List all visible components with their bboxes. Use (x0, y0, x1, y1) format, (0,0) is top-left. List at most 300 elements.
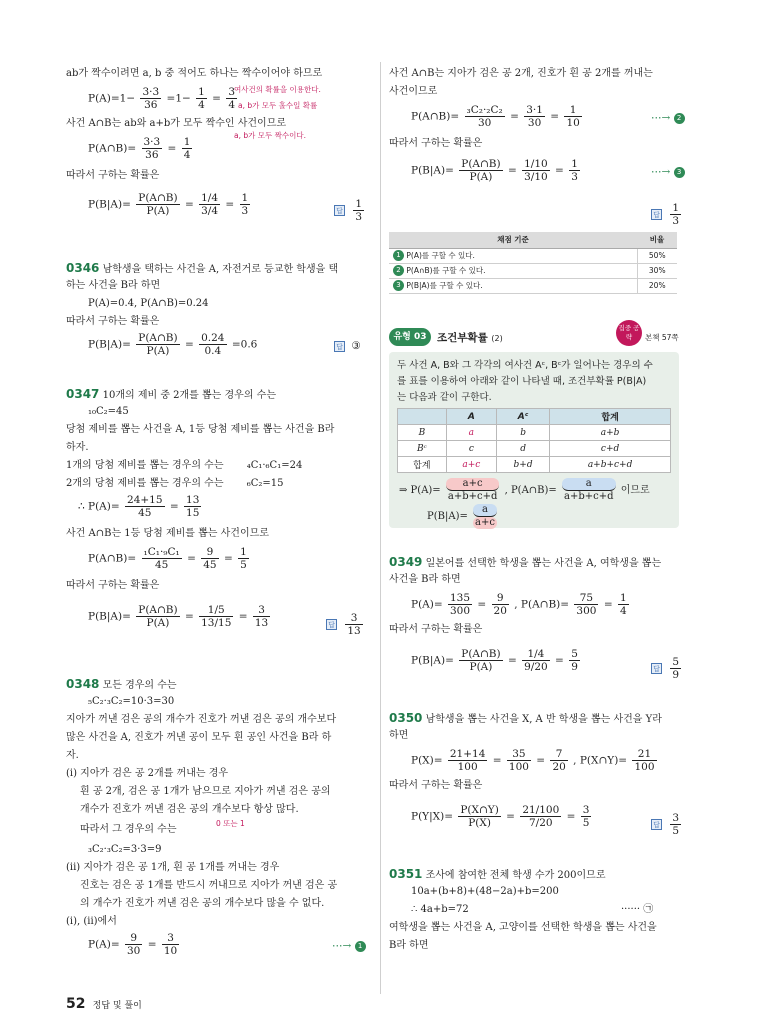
numerator: ₁C₁·₉C₁ (143, 546, 180, 558)
eq-text: = (212, 92, 221, 105)
fraction (142, 546, 182, 571)
fraction (353, 198, 364, 223)
eq-text: P(B|A)= (427, 511, 468, 522)
denominator: 20 (493, 605, 507, 617)
fraction (125, 932, 142, 957)
denominator: P(A) (146, 617, 170, 629)
condition-cell: a (446, 425, 496, 441)
fraction (574, 592, 598, 617)
denominator: 20 (552, 761, 566, 773)
numerator: P(A∩B) (461, 158, 501, 170)
numerator: 1 (564, 104, 581, 117)
text-line: ₃C₂·₃C₂=3·3=9 (88, 844, 162, 855)
text-line: 많은 사건을 A, 진호가 꺼낸 공이 모두 흰 공인 사건을 B라 하 (66, 732, 332, 743)
fraction (199, 604, 233, 629)
eq-text: =1− (166, 92, 191, 105)
numerator: a+c (446, 478, 500, 491)
denominator: a+b+c+d (564, 491, 614, 502)
type-title-sub: (2) (491, 334, 503, 343)
fraction (201, 546, 218, 571)
denominator: 100 (508, 761, 529, 773)
text-line: 사건 A∩B는 1등 당첨 제비를 뽑는 사건이므로 (66, 528, 269, 539)
step-number: 3 (674, 167, 685, 178)
grading-criteria (389, 278, 637, 293)
numerator: 1/4 (522, 648, 550, 661)
fraction (564, 104, 581, 129)
eq-text: = (555, 164, 564, 177)
denominator: 4 (183, 149, 191, 161)
answer-mark-icon: 답 (326, 619, 337, 630)
numerator: 3 (345, 612, 362, 625)
condition-header (398, 409, 671, 425)
denominator: 5 (582, 817, 590, 829)
eq-text: = (555, 654, 564, 667)
fraction (562, 478, 616, 503)
annotation-zero-or-one: 0 또는 1 (216, 819, 245, 828)
annotation-even: a, b가 모두 짝수이다. (234, 131, 306, 140)
grading-header (389, 232, 677, 248)
fraction (569, 648, 580, 673)
grading-ratio: 30% (637, 263, 677, 278)
text-line: 따라서 구하는 확률은 (66, 580, 160, 591)
denominator: 3 (241, 205, 249, 217)
type-badge: 유형 03 (389, 328, 431, 346)
eq-text: = (167, 142, 177, 155)
denominator: 4 (198, 99, 205, 111)
text-line: 따라서 구하는 확률은 (389, 780, 483, 791)
text-line: 흰 공 2개, 검은 공 1개가 남으므로 지아가 꺼낸 검은 공의 (80, 786, 331, 797)
text-line: 남학생을 뽑는 사건을 X, A 반 학생을 뽑는 사건을 Y라 (425, 714, 662, 725)
fraction (162, 932, 179, 957)
fraction (507, 748, 531, 773)
arrow-icon: ⋯→ (332, 940, 352, 952)
text-line: 따라서 그 경우의 수는 (80, 824, 177, 835)
denominator: 10 (566, 117, 580, 129)
equation-0347-pba (88, 604, 272, 629)
denominator: 100 (457, 761, 478, 773)
eq-text: ⇒ P(A)= (399, 485, 441, 496)
answer-mark-icon: 답 (651, 819, 662, 830)
grading-row (389, 263, 677, 278)
eq-text: P(A)= (88, 938, 120, 951)
condition-cell: d (496, 441, 549, 457)
question-0351 (389, 866, 605, 884)
denominator: 15 (186, 507, 200, 519)
equation-r-pab (411, 104, 584, 129)
denominator: 300 (449, 605, 471, 617)
text-line: 사건이므로 (389, 86, 438, 97)
denominator: 30 (527, 117, 542, 129)
arrow-icon: ⋯→ (651, 112, 671, 124)
denominator: a+b+c+d (447, 491, 498, 502)
denominator: 0.4 (204, 345, 222, 357)
equation-pa (88, 86, 239, 111)
eq-text: = (184, 610, 194, 623)
answer-mark-icon: 답 (651, 663, 662, 674)
question-0350 (389, 710, 662, 728)
step-number: 1 (393, 250, 404, 261)
text-line: 따라서 구하는 확률은 (66, 170, 160, 181)
eq-text: P(A)= (411, 598, 443, 611)
answer-mark-icon: 답 (651, 209, 662, 220)
text-line: 당첨 제비를 뽑는 사건을 A, 1등 당첨 제비를 뽑는 사건을 B라 (66, 424, 335, 435)
text-line: 따라서 구하는 확률은 (66, 316, 160, 327)
denominator: a+c (475, 517, 495, 528)
grading-criteria (389, 248, 637, 263)
numerator: 135 (449, 592, 471, 604)
numerator: 1 (198, 86, 205, 98)
eq-text: = (169, 500, 179, 513)
numerator: ₃C₂·₂C₂ (466, 104, 503, 116)
text-line: 사건 A∩B는 ab와 a+b가 모두 짝수인 사건이므로 (66, 118, 287, 129)
numerator: P(A∩B) (461, 648, 501, 660)
question-number: 0347 (66, 387, 100, 401)
condition-header-cell (398, 409, 447, 425)
equation-0347-pa (78, 494, 203, 519)
condition-table (397, 408, 671, 473)
text-line: 진호는 검은 공 1개를 반드시 꺼내므로 지아가 꺼낸 검은 공 (80, 880, 338, 891)
numerator: 3 (228, 86, 236, 98)
answer-0348 (651, 202, 683, 227)
condition-cell: b+d (496, 457, 549, 473)
grading-text: P(A∩B)를 구할 수 있다. (406, 265, 486, 275)
fraction (125, 494, 165, 519)
question-0346 (66, 260, 338, 278)
numerator: 9 (492, 592, 509, 605)
equation-pab (88, 136, 194, 161)
text-line: 10개의 제비 중 2개를 뽑는 경우의 수는 (102, 390, 276, 401)
question-number: 0349 (389, 555, 423, 569)
condition-header-cell: A (446, 409, 496, 425)
panel-text: 두 사건 A, B와 그 각각의 여사건 Aᶜ, Bᶜ가 일어나는 경우의 수 (397, 360, 653, 371)
concept-panel (389, 352, 679, 528)
fraction (520, 804, 561, 829)
text-line: 의 개수가 진호가 꺼낸 검은 공의 개수보다 많을 수 없다. (80, 898, 325, 909)
grading-ratio: 20% (637, 278, 677, 293)
eq-text: = (510, 110, 519, 123)
fraction (345, 612, 362, 637)
fraction (581, 804, 592, 829)
condition-row (398, 425, 671, 441)
eq-text: = (184, 338, 194, 351)
text-line: 사건을 B라 하면 (389, 574, 461, 585)
numerator: P(A∩B) (138, 332, 178, 344)
text-line: (i) 지아가 검은 공 2개를 꺼내는 경우 (66, 768, 229, 779)
step-marker-1 (332, 940, 366, 952)
condition-cell: c+d (550, 441, 671, 457)
condition-cell: 합계 (398, 457, 447, 473)
panel-formula-2 (427, 504, 499, 529)
denominator: 13/15 (201, 617, 232, 629)
equation-0350-px (411, 748, 659, 773)
answer-0350 (651, 812, 683, 837)
denominator: 3/10 (524, 171, 548, 183)
fraction (670, 202, 681, 227)
focus-tag: 집중 공략 (616, 320, 642, 346)
numerator: 9 (125, 932, 142, 945)
column-divider (380, 62, 381, 994)
eq-text: = (238, 610, 248, 623)
numerator: P(X∩Y) (460, 804, 499, 816)
numerator: P(A∩B) (138, 192, 178, 204)
fraction (199, 332, 226, 357)
equation-r-pba (411, 158, 582, 183)
eq-text: P(Y|X)= (411, 810, 453, 823)
question-0347 (66, 386, 276, 404)
denominator: 5 (672, 825, 680, 837)
question-0348 (66, 676, 177, 694)
text-line: 일본어를 선택한 학생을 뽑는 사건을 A, 여학생을 뽑는 (425, 558, 662, 569)
condition-cell: Bᶜ (398, 441, 447, 457)
text-line: 하자. (66, 442, 89, 453)
numerator: 3 (672, 812, 680, 824)
condition-row (398, 457, 671, 473)
grading-table (389, 232, 677, 294)
condition-cell: a+c (446, 457, 496, 473)
eq-text: = (507, 654, 517, 667)
numerator: 0.24 (201, 332, 225, 344)
eq-text: P(A∩B)= (88, 552, 137, 565)
grading-criteria (389, 263, 637, 278)
grading-row (389, 278, 677, 293)
numerator: 75 (574, 592, 598, 605)
text-line: 지아가 꺼낸 검은 공의 개수가 진호가 꺼낸 검은 공의 개수보다 (66, 714, 337, 725)
denominator: 45 (203, 559, 217, 571)
equation-tag: ······ ㉠ (621, 904, 654, 915)
fraction (142, 136, 163, 161)
denominator: 30 (477, 117, 492, 129)
eq-text: = (187, 552, 196, 565)
condition-row (398, 441, 671, 457)
equation-0348-pa (88, 932, 181, 957)
eq-text: , P(X∩Y)= (573, 754, 628, 767)
page-number: 52 (66, 996, 86, 1012)
text-line: P(A)=0.4, P(A∩B)=0.24 (88, 298, 209, 309)
eq-text: = (147, 938, 157, 951)
grading-ratio: 50% (637, 248, 677, 263)
answer-0346 (334, 340, 361, 352)
fraction (136, 332, 179, 357)
numerator: 1 (240, 546, 247, 558)
fraction (199, 192, 220, 217)
fraction (448, 592, 472, 617)
numerator: 3·3 (143, 136, 161, 148)
numerator: 5 (672, 656, 680, 668)
equation-0349-pba (411, 648, 582, 673)
denominator: 3 (672, 215, 680, 227)
question-number: 0351 (389, 867, 423, 881)
numerator: 3·1 (526, 104, 543, 116)
type-title-text: 조건부확률 (437, 332, 488, 344)
numerator: 21 (632, 748, 656, 761)
numerator: 3·3 (142, 86, 160, 98)
denominator: 5 (240, 559, 247, 571)
denominator: 45 (154, 559, 169, 571)
eq-text: , P(A∩B)= (504, 485, 557, 496)
page-footer (66, 996, 142, 1012)
fraction (184, 494, 201, 519)
text-line: ab가 짝수이려면 a, b 중 적어도 하나는 짝수이어야 하므로 (66, 68, 323, 79)
condition-header-cell: 합계 (550, 409, 671, 425)
numerator: a (473, 504, 497, 517)
text-line: (ii) 지아가 검은 공 1개, 흰 공 1개를 꺼내는 경우 (66, 862, 280, 873)
text-line: 10a+(b+8)+(48−2a)+b=200 (411, 886, 559, 897)
text-line: B라 하면 (389, 940, 429, 951)
fraction (196, 86, 207, 111)
equation-0347-pab (88, 546, 251, 571)
fraction (670, 656, 681, 681)
numerator: 21/100 (522, 804, 560, 816)
denominator: 3 (571, 171, 578, 183)
eq-text: P(B|A)= (88, 198, 131, 211)
fraction (473, 504, 497, 529)
eq-text: , P(A∩B)= (514, 598, 570, 611)
denominator: 300 (576, 605, 597, 617)
fraction (253, 604, 270, 629)
numerator: 7 (550, 748, 567, 761)
denominator: 4 (228, 99, 236, 111)
denominator: 45 (138, 507, 152, 519)
text-line: 조사에 참여한 전체 학생 수가 200이므로 (425, 870, 606, 881)
fraction (458, 804, 500, 829)
numerator: 3 (162, 932, 179, 945)
fraction (182, 136, 193, 161)
step-number: 2 (393, 265, 404, 276)
text-line: 모든 경우의 수는 (102, 680, 177, 691)
condition-cell: B (398, 425, 447, 441)
fraction (569, 158, 580, 183)
condition-cell: c (446, 441, 496, 457)
panel-text: 를 표를 이용하여 아래와 같이 나타낼 때, 조건부확률 P(B|A) (397, 376, 647, 387)
numerator: 3 (582, 804, 590, 816)
grading-header-criteria: 채점 기준 (389, 232, 637, 248)
panel-formula-1 (399, 478, 650, 503)
eq-text: = (536, 754, 546, 767)
eq-text: = (566, 810, 576, 823)
numerator: 24+15 (127, 494, 163, 506)
question-0349 (389, 554, 661, 572)
denominator: 9 (672, 669, 680, 681)
text-line: 따라서 구하는 확률은 (389, 138, 483, 149)
text-line: 남학생을 택하는 사건을 A, 자전거로 등교한 학생을 택 (102, 264, 339, 275)
eq-text: = (225, 198, 235, 211)
step-number: 3 (393, 280, 404, 291)
numerator: 1 (571, 158, 578, 170)
equation-0346 (88, 332, 257, 357)
fraction (465, 104, 505, 129)
eq-text: = (550, 110, 560, 123)
answer-0349 (651, 656, 683, 681)
fraction (492, 592, 509, 617)
numerator: 1 (241, 192, 249, 204)
eq-text: P(A∩B)= (88, 142, 137, 155)
question-number: 0346 (66, 261, 100, 275)
eq-text: P(A∩B)= (411, 110, 460, 123)
text-line: 사건 A∩B는 지아가 검은 공 2개, 진호가 흰 공 2개를 꺼내는 (389, 68, 653, 79)
grading-row (389, 248, 677, 263)
text-line: 자. (66, 750, 79, 761)
fraction (448, 748, 488, 773)
numerator: 9 (201, 546, 218, 559)
panel-text: 는 다음과 같이 구한다. (397, 392, 492, 403)
eq-text: P(B|A)= (88, 338, 131, 351)
numerator: 1 (355, 198, 363, 210)
annotation-complement: 여사건의 확률을 이용한다. (234, 85, 321, 94)
numerator: 13 (186, 494, 200, 506)
eq-text: 이므로 (620, 485, 650, 496)
eq-text: ∴ P(A)= (78, 500, 120, 513)
numerator: 3 (253, 604, 270, 617)
denominator: 13 (254, 617, 269, 629)
denominator: 3/4 (201, 205, 219, 217)
step-marker-3 (651, 166, 685, 178)
equation-0349-pa (411, 592, 631, 617)
text-line: 하는 사건을 B라 하면 (66, 280, 161, 291)
grading-header-ratio: 비율 (637, 232, 677, 248)
step-number: 1 (355, 941, 366, 952)
condition-cell: a+b (550, 425, 671, 441)
fraction (240, 192, 251, 217)
equation-0350-pyx (411, 804, 593, 829)
eq-text: P(X)= (411, 754, 443, 767)
eq-text: =0.6 (231, 338, 258, 351)
fraction (459, 648, 502, 673)
numerator: 35 (507, 748, 531, 761)
denominator: P(A) (469, 661, 493, 673)
numerator: 1/10 (524, 158, 548, 170)
fraction (618, 592, 629, 617)
eq-text: = (184, 198, 194, 211)
eq-text: = (603, 598, 613, 611)
fraction (140, 86, 161, 111)
question-number: 0348 (66, 677, 100, 691)
eq-text: = (507, 164, 517, 177)
text-line: (i), (ii)에서 (66, 916, 117, 927)
answer-value: ③ (351, 340, 361, 352)
text-span: 2개의 당첨 제비를 뽑는 경우의 수는 (66, 478, 224, 489)
text-line: 개수가 진호가 꺼낸 검은 공의 개수보다 항상 많다. (80, 804, 299, 815)
text-span: ₆C₂=15 (246, 478, 284, 489)
denominator: 36 (145, 149, 159, 161)
book-reference: 본책 57쪽 (645, 333, 679, 342)
step-marker-2 (651, 112, 685, 124)
text-line: 따라서 구하는 확률은 (389, 624, 483, 635)
fraction (136, 604, 179, 629)
eq-text: P(A)=1− (88, 92, 136, 105)
denominator: 36 (144, 99, 158, 111)
condition-cell: a+b+c+d (550, 457, 671, 473)
eq-text: P(B|A)= (411, 654, 454, 667)
arrow-icon: ⋯→ (651, 166, 671, 178)
denominator: P(X) (468, 817, 491, 829)
denominator: 7/20 (528, 817, 553, 829)
question-number: 0350 (389, 711, 423, 725)
type-title (437, 330, 503, 345)
denominator: 9/20 (524, 661, 548, 673)
denominator: P(A) (469, 171, 493, 183)
eq-text: = (492, 754, 502, 767)
text-line: 하면 (389, 730, 409, 741)
denominator: 100 (634, 761, 655, 773)
denominator: 30 (126, 945, 141, 957)
text-line: ₅C₂·₃C₂=10·3=30 (88, 696, 175, 707)
numerator: a (562, 478, 616, 491)
denominator: 9 (571, 661, 578, 673)
answer-mark-icon: 답 (334, 205, 345, 216)
numerator: 1 (183, 136, 191, 148)
text-line: ∴ 4a+b=72 (411, 904, 469, 915)
eq-text: = (506, 810, 515, 823)
